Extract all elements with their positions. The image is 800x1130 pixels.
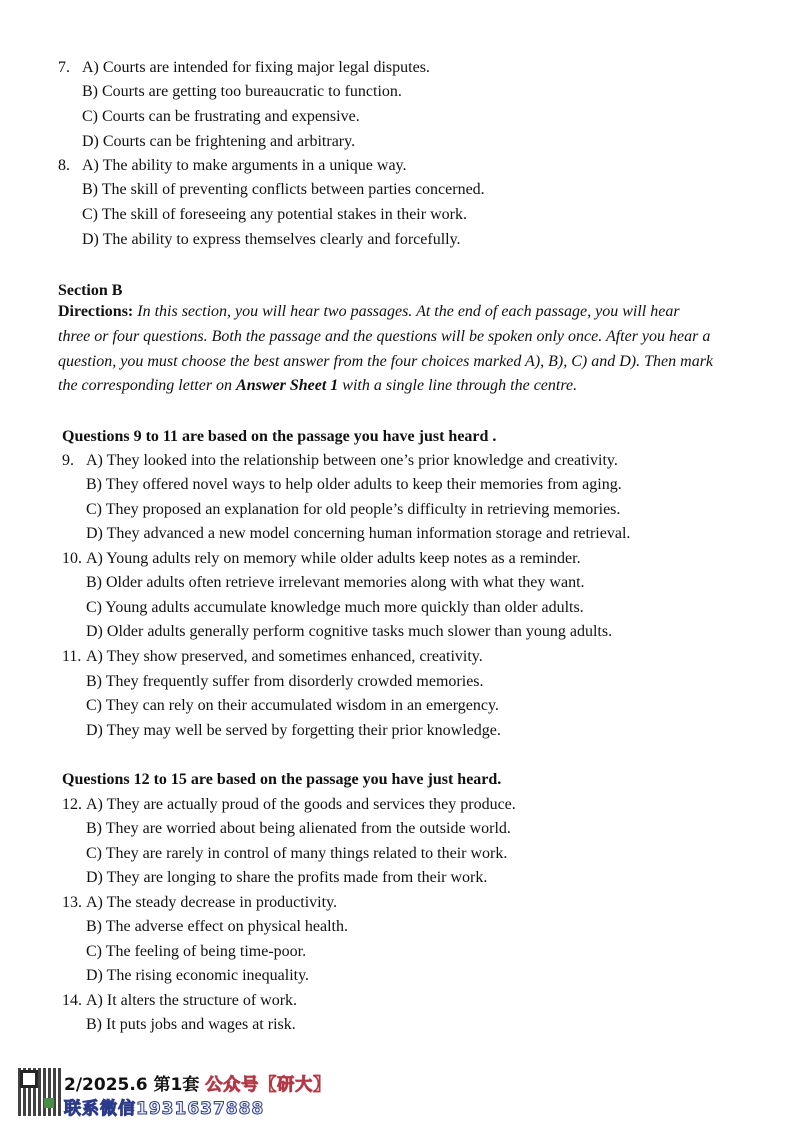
- option-b: B) Older adults often retrieve irrelevant memories along with what they want.: [86, 574, 585, 591]
- question-group-heading: Questions 12 to 15 are based on the passage you have just heard.: [62, 771, 502, 788]
- directions-label: Directions:: [58, 303, 134, 320]
- watermark-bottom: 联系微信1931637888: [64, 1099, 265, 1119]
- option-a: A) The steady decrease in productivity.: [86, 894, 338, 911]
- page-reference: 2/2025.6 第1套: [64, 1075, 200, 1095]
- qr-code-icon[interactable]: [18, 1068, 62, 1116]
- option-d: D) Courts can be frightening and arbitrary.: [82, 133, 356, 150]
- option-b: B) The skill of preventing conflicts between parties concerned.: [82, 181, 485, 198]
- option-d: D) Older adults generally perform cognitive tasks much slower than young adults.: [86, 623, 613, 640]
- directions-text-3: question, you must choose the best answer from the four choices marked A), B), C) and D). Then mark: [58, 353, 714, 370]
- question-number: 9.: [62, 452, 74, 469]
- option-d: D) They may well be served by forgetting their prior knowledge.: [86, 722, 501, 739]
- option-d: D) They advanced a new model concerning human information storage and retrieval.: [86, 525, 631, 542]
- option-c: C) They can rely on their accumulated wisdom in an emergency.: [86, 697, 499, 714]
- option-a: A) Young adults rely on memory while older adults keep notes as a reminder.: [86, 550, 581, 567]
- option-a: A) The ability to make arguments in a unique way.: [82, 157, 407, 174]
- option-d: D) The rising economic inequality.: [86, 967, 310, 984]
- option-b: B) They offered novel ways to help older adults to keep their memories from aging.: [86, 476, 622, 493]
- option-c: C) Courts can be frustrating and expensive.: [82, 108, 360, 125]
- option-c: C) The feeling of being time-poor.: [86, 943, 307, 960]
- option-c: C) The skill of foreseeing any potential stakes in their work.: [82, 206, 467, 223]
- watermark-top: 公众号【研大】: [205, 1075, 332, 1095]
- option-a: A) They show preserved, and sometimes enhanced, creativity.: [86, 648, 483, 665]
- directions-text-2: three or four questions. Both the passage and the questions will be spoken only once. After you hear a: [58, 328, 711, 345]
- question-number: 7.: [58, 59, 70, 76]
- question-number: 8.: [58, 157, 70, 174]
- option-b: B) They are worried about being alienated from the outside world.: [86, 820, 511, 837]
- question-number: 13.: [62, 894, 82, 911]
- option-c: C) They proposed an explanation for old people’s difficulty in retrieving memories.: [86, 501, 621, 518]
- option-d: D) The ability to express themselves clearly and forcefully.: [82, 231, 461, 248]
- page-footer: [18, 1068, 332, 1120]
- option-d: D) They are longing to share the profits made from their work.: [86, 869, 488, 886]
- option-b: B) The adverse effect on physical health.: [86, 918, 348, 935]
- question-group-heading: Questions 9 to 11 are based on the passage you have just heard .: [62, 428, 497, 445]
- question-number: 11.: [62, 648, 82, 665]
- answer-sheet-ref: Answer Sheet 1: [236, 377, 339, 394]
- option-a: A) Courts are intended for fixing major legal disputes.: [82, 59, 430, 76]
- option-c: C) They are rarely in control of many things related to their work.: [86, 845, 508, 862]
- question-number: 12.: [62, 796, 82, 813]
- option-b: B) It puts jobs and wages at risk.: [86, 1016, 296, 1033]
- section-title: Section B: [58, 282, 123, 299]
- option-b: B) Courts are getting too bureaucratic to function.: [82, 83, 402, 100]
- question-number: 14.: [62, 992, 82, 1009]
- directions-text-5: with a single line through the centre.: [342, 377, 578, 394]
- option-a: A) They looked into the relationship between one’s prior knowledge and creativity.: [86, 452, 618, 469]
- question-number: 10.: [62, 550, 82, 567]
- directions-text-1: In this section, you will hear two passages. At the end of each passage, you will hear: [137, 303, 680, 320]
- directions-text-4: the corresponding letter on: [58, 377, 233, 394]
- option-c: C) Young adults accumulate knowledge much more quickly than older adults.: [86, 599, 584, 616]
- option-a: A) They are actually proud of the goods and services they produce.: [86, 796, 516, 813]
- option-a: A) It alters the structure of work.: [86, 992, 298, 1009]
- option-b: B) They frequently suffer from disorderly crowded memories.: [86, 673, 484, 690]
